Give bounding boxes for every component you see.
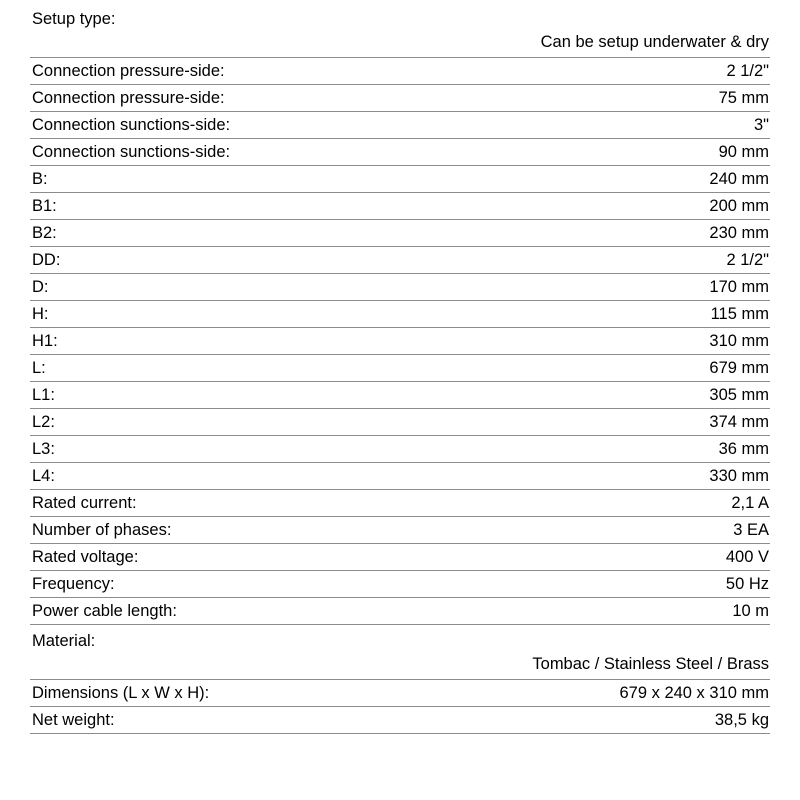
spec-value: 400 V [725,548,769,566]
spec-row-l2 [30,409,770,436]
spec-row-rated-voltage [30,544,770,571]
spec-value: 679 mm [709,359,769,377]
spec-row-connection-suction-mm [30,139,770,166]
spec-label: B: [32,170,48,188]
spec-row-h [30,301,770,328]
spec-label: Connection sunctions-side: [32,116,231,134]
spec-row-l [30,355,770,382]
spec-value: 2 1/2" [726,251,769,269]
spec-row-setup-type [30,3,770,58]
spec-table [30,3,770,734]
spec-row-d [30,274,770,301]
spec-value: 374 mm [709,413,769,431]
spec-value: 2,1 A [731,494,769,512]
spec-value: 115 mm [710,305,769,323]
spec-row-l1 [30,382,770,409]
spec-row-dd [30,247,770,274]
spec-value: 240 mm [709,170,769,188]
spec-label: D: [32,278,49,296]
spec-row-l4 [30,463,770,490]
spec-value: 200 mm [709,197,769,215]
spec-value: 170 mm [709,278,769,296]
spec-row-material [30,625,770,680]
spec-value: Can be setup underwater & dry [540,33,769,51]
spec-label: H: [32,305,49,323]
spec-value: 10 m [732,602,769,620]
spec-value: 305 mm [709,386,769,404]
spec-row-net-weight [30,707,770,734]
spec-row-l3 [30,436,770,463]
spec-label: Dimensions (L x W x H): [32,684,210,702]
spec-value: 679 x 240 x 310 mm [619,684,769,702]
spec-row-connection-pressure-inch [30,58,770,85]
spec-row-h1 [30,328,770,355]
spec-value: 38,5 kg [714,711,769,729]
spec-row-dimensions [30,680,770,707]
spec-label: H1: [32,332,58,350]
spec-label: Frequency: [32,575,115,593]
spec-label: DD: [32,251,61,269]
spec-label: L1: [32,386,55,404]
spec-row-frequency [30,571,770,598]
spec-label: B2: [32,224,57,242]
spec-label: Connection pressure-side: [32,62,225,80]
spec-label: Rated voltage: [32,548,139,566]
spec-value: 330 mm [709,467,769,485]
spec-value: 230 mm [709,224,769,242]
spec-label: Connection pressure-side: [32,89,225,107]
spec-label: L3: [32,440,55,458]
spec-value: 75 mm [718,89,769,107]
spec-label: Number of phases: [32,521,172,539]
spec-label: Connection sunctions-side: [32,143,231,161]
spec-value: 90 mm [718,143,769,161]
spec-label: B1: [32,197,57,215]
spec-label: Power cable length: [32,602,177,620]
spec-row-power-cable-length [30,598,770,625]
spec-label: Net weight: [32,711,115,729]
spec-label: L2: [32,413,55,431]
spec-value: 36 mm [718,440,769,458]
spec-value: Tombac / Stainless Steel / Brass [532,655,769,673]
spec-value: 2 1/2" [726,62,769,80]
spec-row-number-of-phases [30,517,770,544]
spec-label: Rated current: [32,494,137,512]
spec-row-b [30,166,770,193]
spec-row-connection-suction-inch [30,112,770,139]
spec-value: 3" [753,116,769,134]
spec-label: Material: [32,632,96,650]
spec-value: 3 EA [733,521,769,539]
spec-row-b2 [30,220,770,247]
spec-row-b1 [30,193,770,220]
spec-value: 50 Hz [725,575,769,593]
spec-label: L: [32,359,46,377]
spec-row-connection-pressure-mm [30,85,770,112]
spec-row-rated-current [30,490,770,517]
spec-label: Setup type: [32,10,116,28]
spec-label: L4: [32,467,55,485]
spec-value: 310 mm [709,332,769,350]
